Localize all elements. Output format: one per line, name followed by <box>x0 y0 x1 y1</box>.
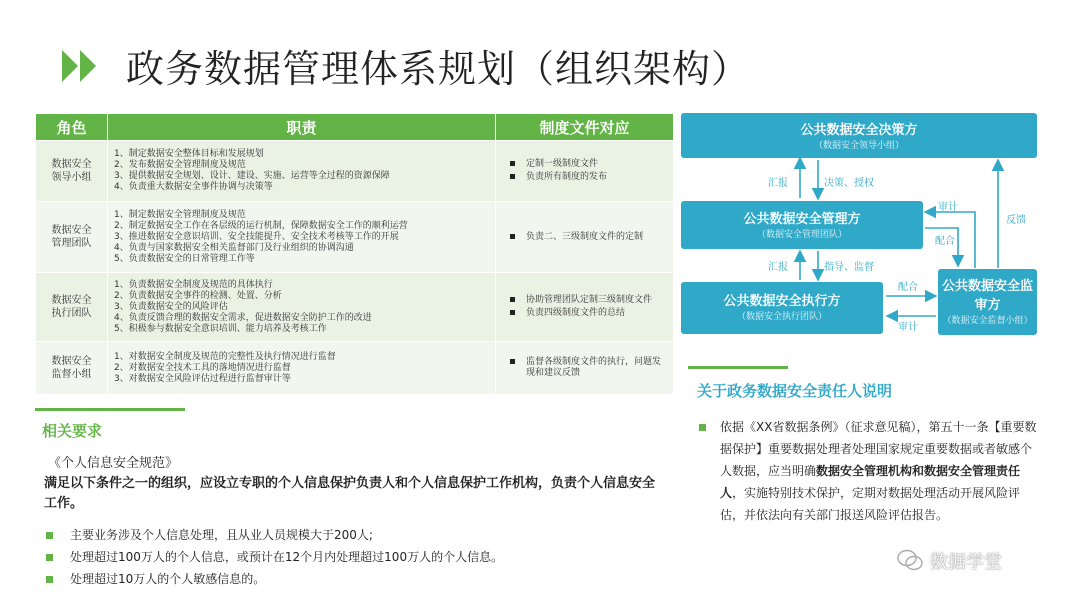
condition-list <box>44 524 664 590</box>
bullet-icon <box>510 310 515 315</box>
condition-text: 满足以下条件之一的组织，应设立专职的个人信息保护负责人和个人信息保护工作机构，负责个人信息安全工作。 <box>44 476 656 511</box>
duty-cell: 1、制定数据安全管理制度及规范 2、制定数据安全工作在各层级的运行机制，保障数据安全工作的顺利运营 3、推进数据安全意识培训、安全技能提升、安全技术考核等工作的开展 4、负责与国家数据安全相关监督部门及行业组织的协调沟通 5、负责数据安全的日常管理工作等 <box>108 202 496 273</box>
policy-cell: 监督各级制度文件的执行，问题发现和建议反馈 <box>496 342 674 395</box>
responsible-text: 依据《XX省数据条例》（征求意见稿），第五十一条【重要数据保护】重要数据处理者处理国家规定重要数据或者敏感个人数据，应当明确数据安全管理机构和数据安全管理责任人，实施特别技术保护，定期对数据处理活动开展风险评估，并依法向有关部门报送风险评估报告。 <box>720 420 1037 522</box>
watermark: 数据学堂 <box>930 552 1002 573</box>
duty-cell: 1、负责数据安全制度及规范的具体执行 2、负责数据安全事件的检测、处置、分析 3、负责数据安全的风险评估 4、负责反馈合理的数据安全需求，促进数据安全防护工作的改进 5、积极参与数据安全意识培训、能力培养及考核工作 <box>108 273 496 342</box>
label-feedback: 反馈 <box>1006 215 1026 226</box>
bullet-icon <box>510 234 515 239</box>
bullet-icon <box>46 554 53 561</box>
related-title: 相关要求 <box>42 422 103 440</box>
section-divider <box>688 366 788 369</box>
policy-cell: 协助管理团队定制三级制度文件 负责四级制度文件的总结 <box>496 273 674 342</box>
duty-cell: 1、对数据安全制度及规范的完整性及执行情况进行监督 2、对数据安全技术工具的落地情况进行监督 3、对数据安全风险评估过程进行监督审计等 <box>108 342 496 395</box>
label-decide-authorize: 决策、授权 <box>824 178 874 189</box>
label-report-1: 汇报 <box>768 178 788 189</box>
label-guide-supervise: 指导、监督 <box>824 262 874 273</box>
label-audit-top: 审计 <box>938 202 958 213</box>
responsible-title: 关于政务数据安全责任人说明 <box>697 382 893 400</box>
bullet-icon <box>46 532 53 539</box>
wechat-icon <box>896 548 924 572</box>
label-cooperate-top: 配合 <box>935 236 955 247</box>
section-divider <box>35 408 185 411</box>
role-cell: 数据安全 执行团队 <box>36 273 108 342</box>
list-item: 主要业务涉及个人信息处理，且从业人员规模大于200人; <box>44 524 664 546</box>
decision-box: 公共数据安全决策方 （数据安全领导小组） <box>681 113 1037 158</box>
table-row <box>36 273 674 342</box>
bullet-icon <box>510 174 515 179</box>
role-cell: 数据安全 管理团队 <box>36 202 108 273</box>
manager-box: 公共数据安全管理方 （数据安全管理团队） <box>681 201 923 249</box>
policy-cell: 定制一级制度文件 负责所有制度的发布 <box>496 141 674 202</box>
double-arrow-icon <box>58 44 102 88</box>
table-row <box>36 141 674 202</box>
page-title: 政务数据管理体系规划（组织架构） <box>126 47 751 91</box>
role-cell: 数据安全 监督小组 <box>36 342 108 395</box>
list-item: 处理超过100万人的个人信息，或预计在12个月内处理超过100万人的个人信息。 <box>44 546 664 568</box>
auditor-box: 公共数据安全监 审方 （数据安全监督小组） <box>938 269 1037 335</box>
header-policy: 制度文件对应 <box>496 114 674 141</box>
bullet-icon <box>46 576 53 583</box>
header-duty: 职责 <box>108 114 496 141</box>
bullet-icon <box>510 297 515 302</box>
label-cooperate-bottom: 配合 <box>898 282 918 293</box>
table-row <box>36 202 674 273</box>
table-row <box>36 342 674 395</box>
executor-box: 公共数据安全执行方 （数据安全执行团队） <box>681 282 883 334</box>
roles-table <box>35 113 674 395</box>
list-item: 处理超过10万人的个人敏感信息的。 <box>44 568 664 590</box>
role-cell: 数据安全 领导小组 <box>36 141 108 202</box>
header-role: 角色 <box>36 114 108 141</box>
standard-name: 《个人信息安全规范》 <box>48 456 179 471</box>
policy-cell: 负责二、三级制度文件的定制 <box>496 202 674 273</box>
bullet-icon <box>699 424 706 431</box>
bullet-icon <box>510 161 515 166</box>
bullet-icon <box>510 359 515 364</box>
duty-cell: 1、制定数据安全整体目标和发展规划 2、发布数据安全管理制度及规范 3、提供数据安全规划、设计、建设、实施、运营等全过程的资源保障 4、负责重大数据安全事件协调与决策等 <box>108 141 496 202</box>
label-audit-bottom: 审计 <box>898 322 918 333</box>
label-report-2: 汇报 <box>768 262 788 273</box>
